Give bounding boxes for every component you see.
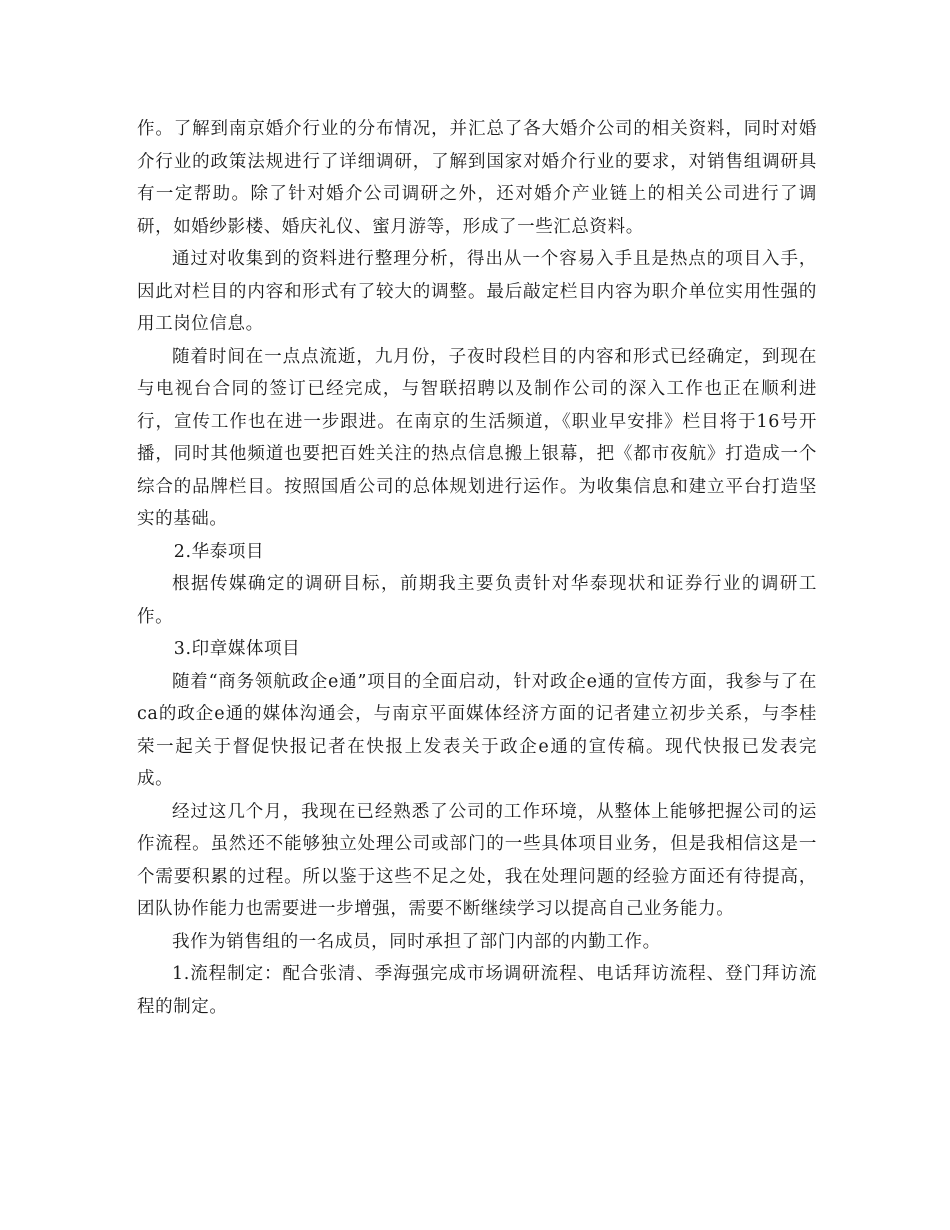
paragraph-column-launch: 随着时间在一点点流逝，九月份，子夜时段栏目的内容和形式已经确定，到现在与电视台合同的签订已经完成，与智联招聘以及制作公司的深入工作也正在顺利进行，宣传工作也在进一步跟进。在南京的生活频道，《职业早安排》栏目将于16号开播，同时其他频道也要把百姓关注的热点信息搬上银幕，把《都市夜航》打造成一个综合的品牌栏目。按照国盾公司的总体规划进行运作。为收集信息和建立平台打造坚实的基础。 xyxy=(137,346,817,529)
paragraph-process-design: 1.流程制定：配合张清、季海强完成市场调研流程、电话拜访流程、登门拜访流程的制定。 xyxy=(137,964,817,1017)
heading-seal-media-project: 3.印章媒体项目 xyxy=(173,639,301,659)
paragraph-sales-team-role: 我作为销售组的一名成员，同时承担了部门内部的内勤工作。 xyxy=(172,931,661,952)
paragraph-marriage-agency-research: 作。了解到南京婚介行业的分布情况，并汇总了各大婚介公司的相关资料，同时对婚介行业的政策法规进行了详细调研，了解到国家对婚介行业的要求，对销售组调研具有一定帮助。除了针对婚介公司调研之外，还对婚介产业链上的相关公司进行了调研，如婚纱影楼、婚庆礼仪、蜜月游等，形成了一些汇总资料。 xyxy=(137,119,817,237)
paragraph-e-tong-promotion: 随着“商务领航政企e通”项目的全面启动，针对政企e通的宣传方面，我参与了在ca的政企e通的媒体沟通会，与南京平面媒体经济方面的记者建立初步关系，与李桂荣一起关于督促快报记者在快报上发表关于政企e通的宣传稿。现代快报已发表完成。 xyxy=(137,671,817,789)
paragraph-column-adjustment: 通过对收集到的资料进行整理分析，得出从一个容易入手且是热点的项目入手，因此对栏目的内容和形式有了较大的调整。最后敲定栏目内容为职介单位实用性强的用工岗位信息。 xyxy=(137,249,817,334)
paragraph-self-assessment: 经过这几个月，我现在已经熟悉了公司的工作环境，从整体上能够把握公司的运作流程。虽然还不能够独立处理公司或部门的一些具体项目业务，但是我相信这是一个需要积累的过程。所以鉴于这些不足之处，我在处理问题的经验方面还有待提高，团队协作能力也需要进一步增强，需要不断继续学习以提高自己业务能力。 xyxy=(137,801,817,919)
paragraph-huatai-research: 根据传媒确定的调研目标，前期我主要负责针对华泰现状和证券行业的调研工作。 xyxy=(137,574,817,627)
document-body xyxy=(137,113,817,1023)
heading-huatai-project: 2.华泰项目 xyxy=(173,541,265,562)
